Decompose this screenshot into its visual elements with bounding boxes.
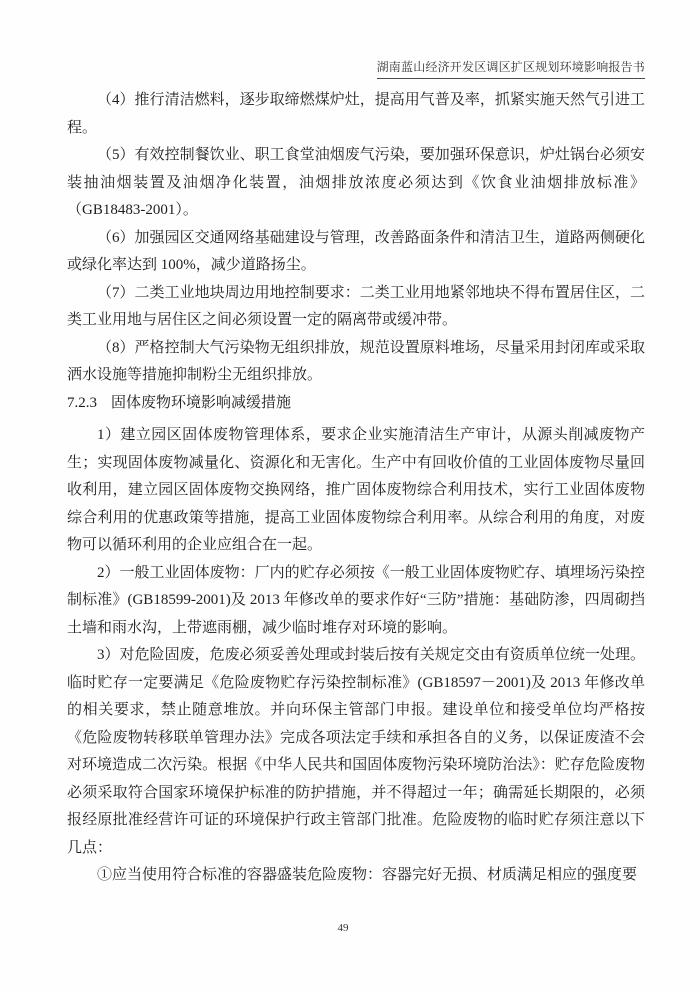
paragraph-class2-industrial-land: （7）二类工业地块周边用地控制要求：二类工业用地紧邻地块不得布置居住区，二类工业用地与居住区之间必须设置一定的隔离带或缓冲带。 (67, 284, 645, 328)
paragraph-hazardous-waste: 3）对危险固废，危废必须妥善处理或封装后按有关规定交由有资质单位统一处理。临时贮存一定要满足《危险废物贮存污染控制标准》(GB18597－2001)及 2013 年修改单的相关要求，禁止随意堆放。并向环保主管部门申报。建设单位和接受单位均严格按《危险废物转移联单管理办法》完成各项法定手续和承担各自的义务，以保证废渣不会对环境造成二次污染。根据《中华人民共和国固体废物污染环境防治法》：贮存危险废物必须采取符合国家环境保护标准的防护措施，并不得超过一年；确需延长期限的，必须报经原批准经营许可证的环境保护行政主管部门批准。危险废物的临时贮存须注意以下几点： (67, 647, 645, 856)
paragraph-clean-fuel: （4）推行清洁燃料，逐步取缔燃煤炉灶，提高用气普及率，抓紧实施天然气引进工程。 (67, 92, 645, 136)
paragraph-road-network: （6）加强园区交通网络基础建设与管理，改善路面条件和清洁卫生，道路两侧硬化或绿化率达到 100%，减少道路扬尘。 (67, 229, 645, 273)
paragraph-container-requirement: ①应当使用符合标准的容器盛装危险废物：容器完好无损、材质满足相应的强度要 (97, 867, 638, 883)
paragraph-general-industrial-waste: 2）一般工业固体废物：厂内的贮存必须按《一般工业固体废物贮存、填埋场污染控制标准》(GB18599-2001)及 2013 年修改单的要求作好“三防”措施：基础防渗，四周砌挡土墙和雨水沟，上带遮雨棚，减少临时堆存对环境的影响。 (67, 564, 645, 636)
paragraph-solid-waste-system: 1）建立园区固体废物管理体系，要求企业实施清洁生产审计，从源头削减废物产生；实现固体废物减量化、资源化和无害化。生产中有回收价值的工业固体废物尽量回收利用，建立园区固体废物交换网络，推广固体废物综合利用技术，实行工业固体废物综合利用的优惠政策等措施，提高工业固体废物综合利用率。从综合利用的角度，对废物可以循环利用的企业应组合在一起。 (67, 427, 645, 553)
section-title: 固体废物环境影响减缓措施 (111, 394, 292, 411)
paragraph-catering-fume: （5）有效控制餐饮业、职工食堂油烟废气污染，要加强环保意识，炉灶锅台必须安装抽油烟装置及油烟净化装置，油烟排放浓度必须达到《饮食业油烟排放标准》（GB18483-2001）。 (67, 147, 645, 218)
running-head: 湖南蓝山经济开发区调区扩区规划环境影响报告书 (377, 58, 645, 79)
page-header (377, 58, 645, 79)
section-number: 7.2.3 (67, 394, 97, 411)
paragraph-fugitive-emission: （8）严格控制大气污染物无组织排放，规范设置原料堆场，尽量采用封闭库或采取洒水设施等措施抑制粉尘无组织排放。 (67, 339, 645, 383)
section-heading-7-2-3 (67, 390, 645, 418)
page-footer (0, 922, 686, 934)
document-body (67, 87, 645, 890)
page-number: 49 (337, 922, 349, 934)
